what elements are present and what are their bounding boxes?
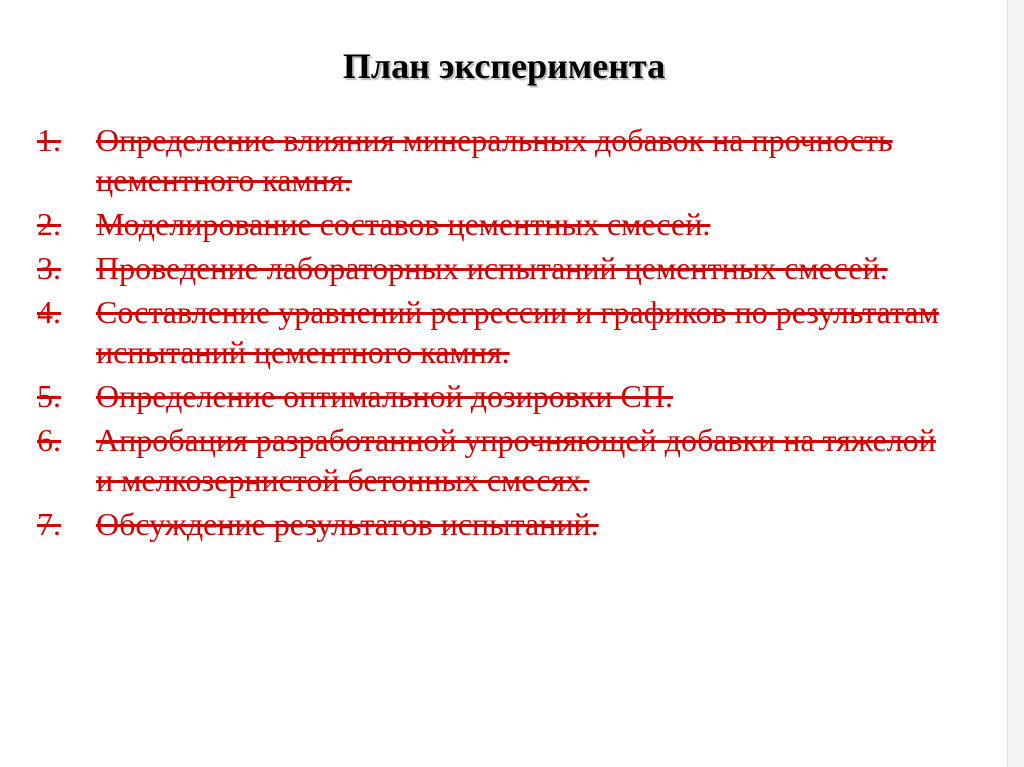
list-item — [37, 420, 957, 500]
list-item-number: 6. — [37, 422, 61, 458]
list-item-text: Проведение лабораторных испытаний цементных смесей. — [96, 250, 888, 286]
list-item-text: Апробация разработанной упрочняющей добавки на тяжелой и мелкозернистой бетонных смесях. — [96, 422, 936, 498]
list-item-text: Определение оптимальной дозировки СП. — [96, 378, 673, 414]
list-item-number: 2. — [37, 206, 61, 242]
list-item-text: Составление уравнений регрессии и графиков по результатам испытаний цементного камня. — [96, 294, 939, 370]
list-item-number: 1. — [37, 122, 61, 158]
list-item-number: 4. — [37, 294, 61, 330]
list-item-number: 5. — [37, 378, 61, 414]
slide-viewer-edge — [1007, 0, 1024, 767]
list-item-text: Определение влияния минеральных добавок на прочность цементного камня. — [96, 122, 893, 198]
list-item — [37, 292, 957, 372]
slide-title: План эксперимента — [342, 46, 666, 86]
list-item — [37, 376, 957, 416]
list-item — [37, 120, 957, 200]
list-item — [37, 204, 957, 244]
list-item-text: Моделирование составов цементных смесей. — [96, 206, 711, 242]
list-item — [37, 504, 957, 544]
list-item — [37, 248, 957, 288]
list-item-number: 7. — [37, 506, 61, 542]
experiment-plan-list — [37, 120, 957, 548]
list-item-text: Обсуждение результатов испытаний. — [96, 506, 599, 542]
list-item-number: 3. — [37, 250, 61, 286]
